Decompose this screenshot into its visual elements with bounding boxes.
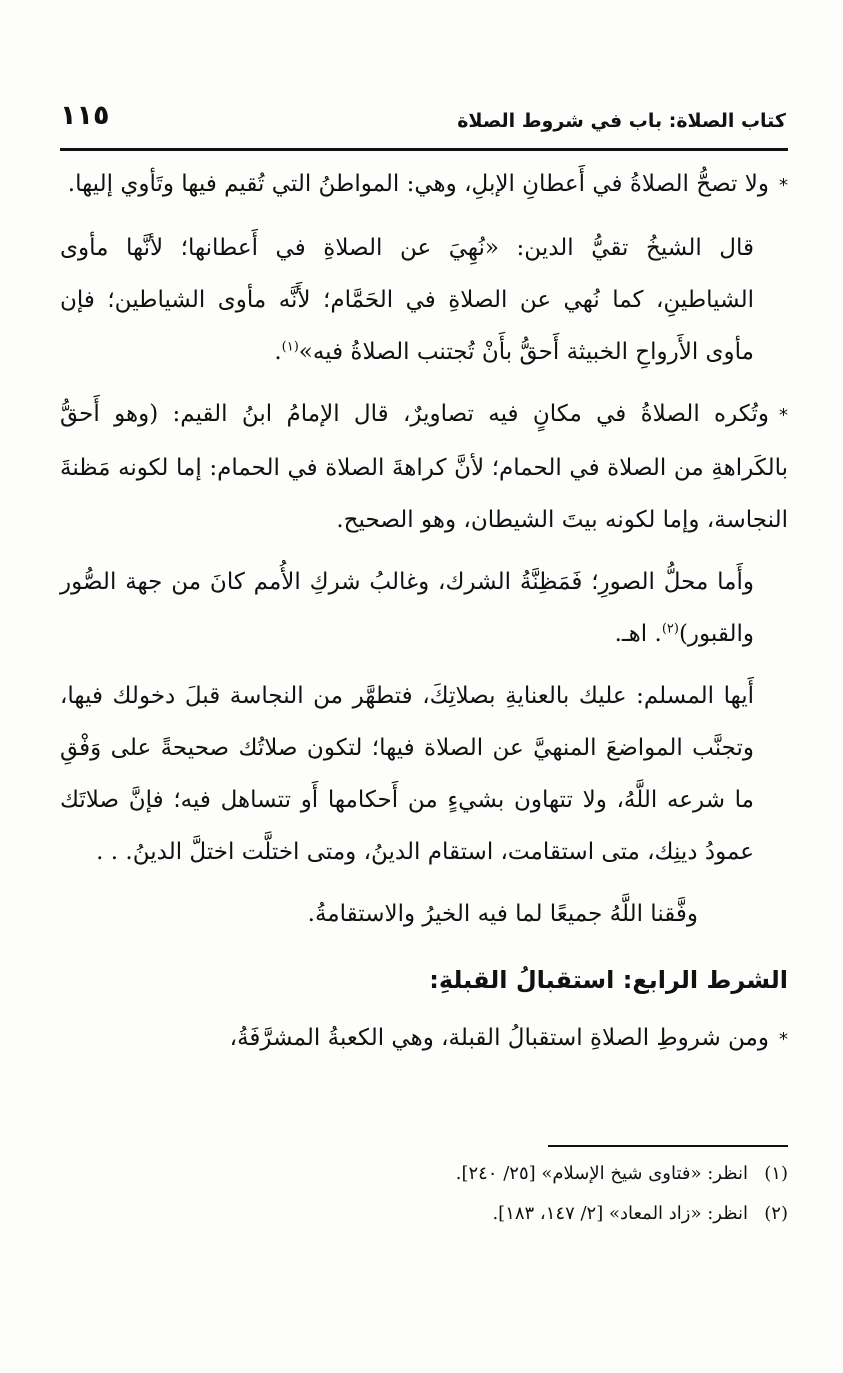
footnotes — [60, 1154, 788, 1234]
footnote-rule — [548, 1145, 788, 1147]
page-number: ١١٥ — [60, 100, 110, 131]
paragraph-text: وأَما محلُّ الصورِ؛ فَمَظِنَّةُ الشرك، وغالبُ شركِ الأُمم كانَ من جهة الصُّور والقبور) — [60, 569, 754, 647]
paragraph-text: وتُكره الصلاةُ في مكانٍ فيه تصاويرٌ، قال الإمامُ ابنُ القيم: (وهو أَحقُّ بالكَراهةِ من الصلاة في الحمام؛ لأنَّ كراهةَ الصلاة في الحمام: إما لكونه مَظنةَ النجاسة، وإما لكونه بيتَ الشيطان، وهو الصحيح. — [60, 401, 788, 533]
paragraph-end: . اهـ. — [614, 621, 662, 647]
footnote-1 — [60, 1154, 788, 1194]
footnote-ref-2[interactable]: (٢) — [661, 621, 679, 637]
header-rule — [60, 148, 788, 151]
asterisk-marker: * — [779, 175, 788, 196]
paragraph-text: ولا تصحُّ الصلاةُ في أَعطانِ الإبلِ، وهي: المواطنُ التي تُقيم فيها وتَأوي إليها. — [67, 171, 769, 197]
paragraph-camel-pens — [60, 158, 788, 212]
paragraph-end: . — [274, 339, 282, 365]
footnote-number: (٢) — [764, 1203, 788, 1224]
paragraph-exhortation — [60, 670, 788, 878]
paragraph-text: وفَّقنا اللَّهُ جميعًا لما فيه الخيرُ والاستقامةُ. — [307, 901, 698, 927]
footnote-ref-1[interactable]: (١) — [281, 339, 299, 355]
page-header — [60, 96, 786, 148]
running-head: كتاب الصلاة: باب في شروط الصلاة — [457, 110, 786, 132]
paragraph-ibn-taymiyyah-quote — [60, 222, 788, 378]
footnote-text: انظر: «فتاوى شيخ الإسلام» [٢٥/ ٢٤٠]. — [455, 1163, 748, 1184]
paragraph-supplication — [60, 888, 788, 940]
footnote-text: انظر: «زاد المعاد» [٢/ ١٤٧، ١٨٣]. — [492, 1203, 748, 1224]
main-text — [60, 158, 788, 1076]
footnote-2 — [60, 1194, 788, 1234]
paragraph-images — [60, 388, 788, 546]
paragraph-text: أَيها المسلم: عليك بالعنايةِ بصلاتِكَ، فتطهَّر من النجاسة قبلَ دخولك فيها، وتجنَّب المواضعَ المنهيَّ عن الصلاة فيها؛ لتكون صلاتُك صحيحةً على وَفْقِ ما شرعه اللَّهُ، ولا تتهاون بشيءٍ من أَحكامها أَو تتساهل فيه؛ فإنَّ صلاتَك عمودُ دينِك، متى استقامت، استقام الدينُ، ومتى اختلَّت اختلَّ الدينُ. . . — [60, 683, 754, 865]
asterisk-marker: * — [779, 405, 788, 426]
footnote-number: (١) — [764, 1163, 788, 1184]
paragraph-text: ومن شروطِ الصلاةِ استقبالُ القبلة، وهي الكعبةُ المشرَّفَةُ، — [229, 1025, 769, 1051]
asterisk-marker: * — [779, 1029, 788, 1050]
paragraph-qibla — [60, 1012, 788, 1066]
paragraph-idols — [60, 556, 788, 660]
section-heading: الشرط الرابع: استقبالُ القبلةِ: — [429, 966, 788, 994]
paragraph-text: قال الشيخُ تقيُّ الدين: «نُهِيَ عن الصلاةِ في أَعطانها؛ لأنَّها مأوى الشياطينِ، كما نُهي عن الصلاةِ في الحَمَّام؛ لأَنَّه مأوى الشياطين؛ فإن مأوى الأَرواحِ الخبيثة أَحقُّ بأَنْ تُجتنب الصلاةُ فيه» — [60, 235, 754, 365]
